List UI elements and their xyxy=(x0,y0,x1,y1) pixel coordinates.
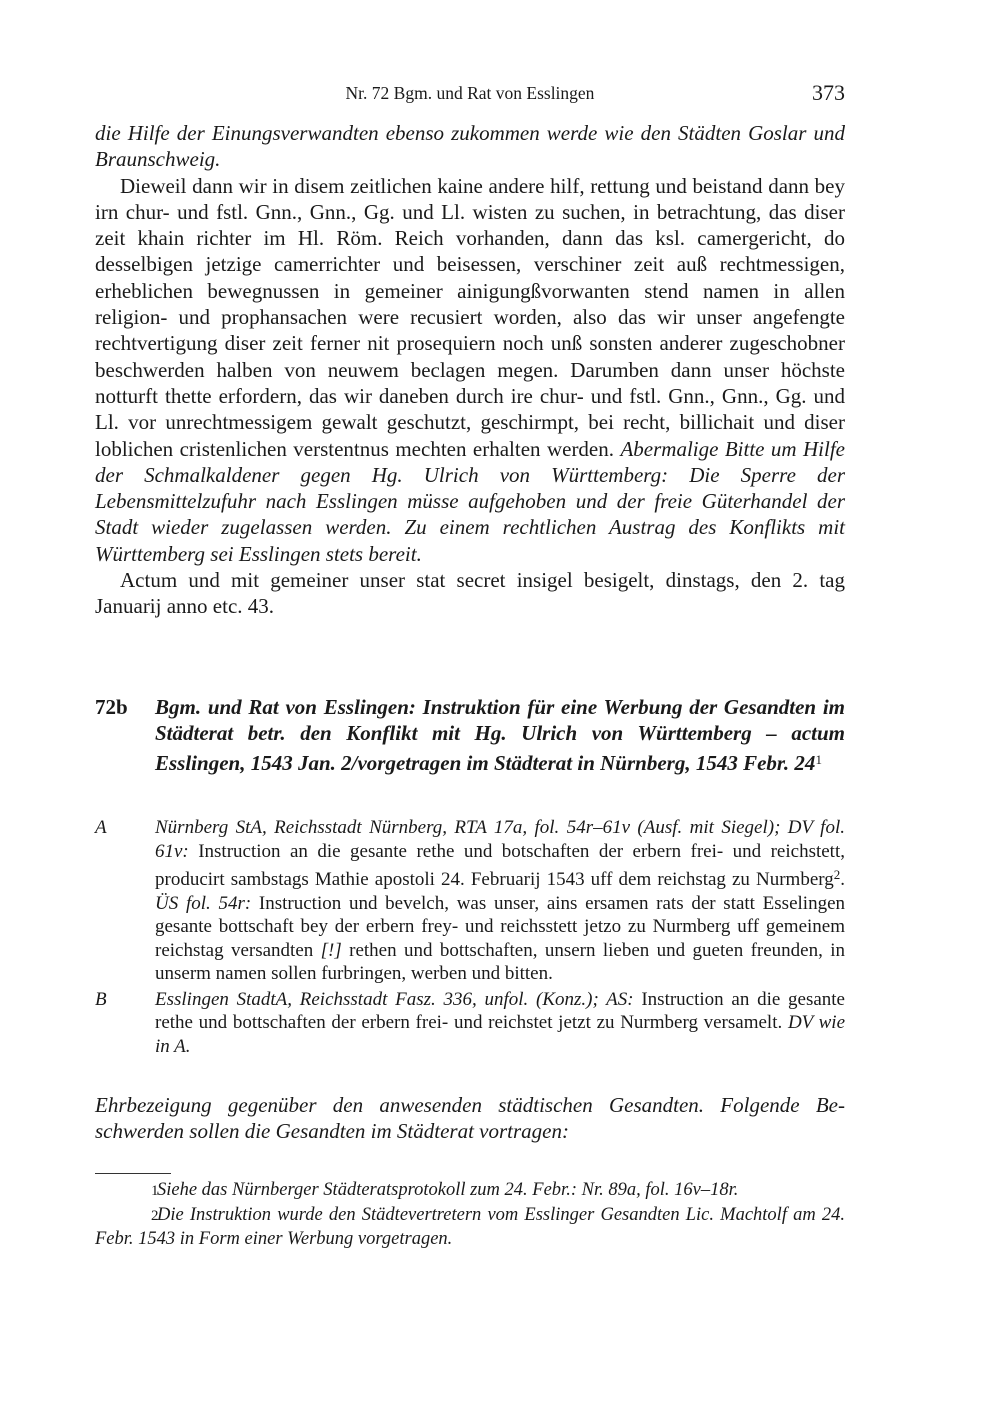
paragraph-continuation: die Hilfe der Einungsverwandten ebenso zukommen werde wie den Städten Goslar und Braunschweig. xyxy=(95,121,845,172)
source-quote: Instruction an die gesante rethe und botschaften der erbern frei- und reichstett, producirt sambstags Mathie apostoli 24. Februarij 1543 uff dem reichstag zu Nurmberg xyxy=(155,840,845,890)
footnote-text: Siehe das Nürnberger Städteratsprotokoll zum 24. Febr.: Nr. 89a, fol. 16v–18r. xyxy=(157,1180,739,1200)
footnote-ref[interactable]: 2 xyxy=(833,867,841,882)
footnote-text: Die Instruktion wurde den Städtevertretern vom Esslinger Gesandten Lic. Machtolf am 24. Febr. 1543 in Form einer Werbung vorgetragen. xyxy=(95,1204,845,1249)
section-number: 72b xyxy=(95,695,128,719)
running-head xyxy=(95,80,845,108)
footnote-number: 2 xyxy=(151,1207,159,1224)
editorial-mark: [!] xyxy=(320,939,342,961)
source-entry-a xyxy=(95,816,845,986)
body-text xyxy=(95,120,845,620)
source-text: Nürnberg StA, Reichsstadt Nürnberg, RTA 17a, fol. 54r–61v (Ausf. mit Siegel); DV fol. 61v: Instruction an die gesante rethe und botschaften der erbern frei- und reichstett, producirt sambstags Mathie apostoli 24. Februarij 1543 uff dem reichstag zu Nurmberg$^2$. ÜS fol. 54r: Instruction und bevelch, was unser, ains ersamen rats der statt Esselingen gesante bottschaft bey der erbern frey- und reichsstett jetzo zu Nurmberg uff gemeinem reichstag versandten [!] rethen und bottschaften, unsern lieben und gueten freunden, in unserm namen sollen furbringen, werben und bitten. xyxy=(155,817,845,984)
section-title-text: Bgm. und Rat von Esslingen: Instruktion für eine Werbung der Gesandten im Städterat betr. den Konflikt mit Hg. Ulrich von Württemberg – actum Esslingen, 1543 Jan. 2/vorgetragen im Städterat in Nürnberg, 1543 Febr. 24 xyxy=(155,695,845,775)
section-heading xyxy=(95,694,845,776)
source-quote: Instruction und bevelch, was unser, ains ersamen rats der statt Esselingen gesante bottschaft bey der erbern frey- und reichsstett jetzo zu Nurmberg uff gemeinem reichstag versandten xyxy=(155,892,845,961)
source-quote: rethen und bottschaften, unsern lieben und gueten freunden, in unserm namen sollen furbringen, werben und bitten. xyxy=(155,939,845,984)
source-apparatus xyxy=(95,816,845,1060)
footnote-rule xyxy=(95,1173,171,1174)
paragraph-text: Dieweil dann wir in disem zeitlichen kaine andere hilf, rettung und beistand dann bey irn chur- und fstl. Gnn., Gnn., Gg. und Ll. wisten zu suchen, in betrachtung, das diser zeit khain richter im Hl. Röm. Reich vorhanden, dann das ksl. camergericht, do desselbigen jetzige camerrichter und beisessen, verschiner zeit auß rechtmessigen, erheblichen bewegnussen in gemeiner ainigungßvorwanten stend namen in allen religion- und prophansachen were recusiert worden, also das wir unser angefengte rechtvertigung diser zeit ferner nit prosequiern noch unß sonsten anderer zugeschobner beschwerden halben von neuwem beclagen megen. Darumben dann unser höchste notturft thette erfordern, das wir daneben durch ire chur- und fstl. Gnn., Gnn., Gg. und Ll. vor unrechtmessigem gewalt geschutzt, geschirmpt, bei recht, billichait und diser loblichen cristenlichen verstentnus mechten erhalten werden. xyxy=(95,173,845,461)
page-number: 373 xyxy=(812,80,845,105)
archive-reference: ÜS fol. 54r: xyxy=(155,892,252,914)
archive-reference: Nürnberg StA, Reichsstadt Nürnberg, RTA 17a, fol. 54r–61v (Ausf. mit Siegel); DV fol. 61v: xyxy=(155,817,845,862)
source-siglum: B xyxy=(95,988,107,1010)
footnote-number: 1 xyxy=(151,1183,159,1199)
footnote-ref[interactable]: 1 xyxy=(815,751,822,767)
section-title xyxy=(155,694,845,776)
running-title: Nr. 72 Bgm. und Rat von Esslingen xyxy=(345,83,595,103)
source-text xyxy=(155,988,845,1059)
paragraph-actum: Actum und mit gemeiner unser stat secret insigel besigelt, dinstags, den 2. tag Januarij anno etc. 43. xyxy=(95,568,845,619)
footnote-1 xyxy=(95,1179,845,1204)
editorial-summary: Abermalige Bitte um Hilfe der Schmalkaldener gegen Hg. Ulrich von Württemberg: Die Sperre der Lebensmittelzufuhr nach Esslingen müsse aufgehoben und der freie Güterhandel der Stadt wieder zugelassen werden. Zu einem rechtlichen Austrag des Konflikts mit Württemberg sei Esslingen stets bereit. xyxy=(95,436,846,566)
source-siglum: A xyxy=(95,817,107,838)
footnote-2 xyxy=(95,1204,845,1252)
paragraph-dieweil xyxy=(95,173,845,567)
archive-reference: DV wie in A. xyxy=(155,1012,845,1057)
archive-reference: Esslingen StadtA, Reichsstadt Fasz. 336, unfol. (Konz.); AS: xyxy=(155,988,634,1010)
editorial-summary-block: Ehrbezeigung gegenüber den anwesenden städtischen Gesandten. Folgende Beschwerden sollen die Gesandten im Städterat vortragen: xyxy=(95,1093,845,1144)
source-entry-b xyxy=(95,988,845,1059)
source-quote: Instruction an die gesante rethe und bottschaften der erbern frei- und reichstet jetzt zu Nurmberg versamelt. xyxy=(155,988,845,1033)
footnotes xyxy=(95,1179,845,1252)
